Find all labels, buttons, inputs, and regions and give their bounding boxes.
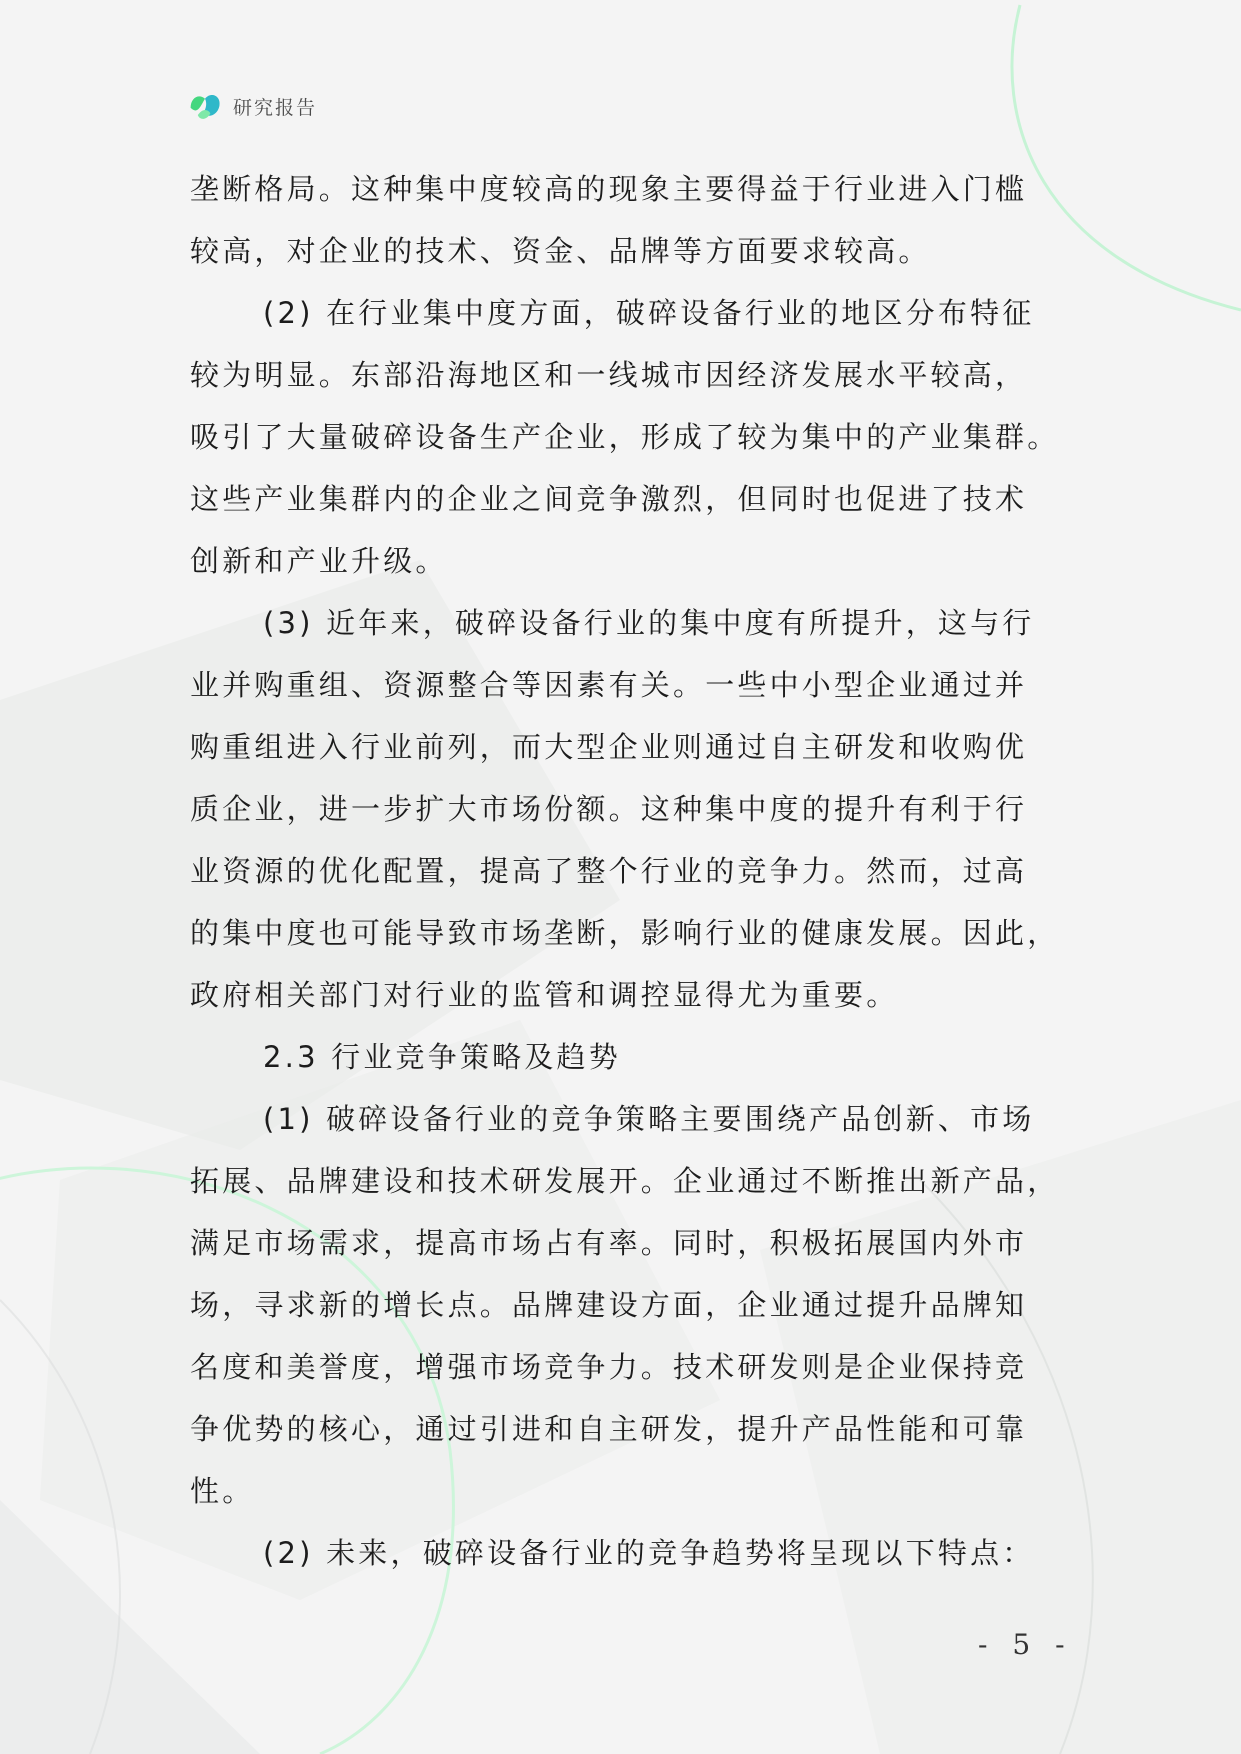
text-line: 的集中度也可能导致市场垄断，影响行业的健康发展。因此， [190,916,1060,950]
text-line: (1) 破碎设备行业的竞争策略主要围绕产品创新、市场 [263,1102,1035,1136]
leaf-logo-icon [187,88,223,124]
text-line: 拓展、品牌建设和技术研发展开。企业通过不断推出新产品， [190,1164,1060,1198]
header-title: 研究报告 [233,96,318,119]
text-line: 业资源的优化配置，提高了整个行业的竞争力。然而，过高 [190,854,1028,888]
text-line: 较为明显。东部沿海地区和一线城市因经济发展水平较高， [190,358,1028,392]
text-line: 2.3 行业竞争策略及趋势 [263,1040,621,1074]
text-line: (3) 近年来，破碎设备行业的集中度有所提升，这与行 [263,606,1035,640]
text-line: 质企业，进一步扩大市场份额。这种集中度的提升有利于行 [190,792,1028,826]
text-line: 场，寻求新的增长点。品牌建设方面，企业通过提升品牌知 [190,1288,1028,1322]
text-line: 较高，对企业的技术、资金、品牌等方面要求较高。 [190,234,931,268]
text-line: 购重组进入行业前列，而大型企业则通过自主研发和收购优 [190,730,1028,764]
document-body [190,158,1060,1584]
text-line: (2) 未来，破碎设备行业的竞争趋势将呈现以下特点： [263,1536,1035,1570]
text-line: 吸引了大量破碎设备生产企业，形成了较为集中的产业集群。 [190,420,1060,454]
page-number: - 5 - [978,1628,1073,1661]
text-line: 创新和产业升级。 [190,544,448,578]
text-line: (2) 在行业集中度方面，破碎设备行业的地区分布特征 [263,296,1035,330]
text-line: 业并购重组、资源整合等因素有关。一些中小型企业通过并 [190,668,1028,702]
report-header [187,88,317,124]
text-line: 垄断格局。这种集中度较高的现象主要得益于行业进入门槛 [190,172,1028,206]
text-line: 政府相关部门对行业的监管和调控显得尤为重要。 [190,978,899,1012]
text-line: 满足市场需求，提高市场占有率。同时，积极拓展国内外市 [190,1226,1028,1260]
text-line: 名度和美誉度，增强市场竞争力。技术研发则是企业保持竞 [190,1350,1028,1384]
text-line: 争优势的核心，通过引进和自主研发，提升产品性能和可靠 [190,1412,1028,1446]
text-line: 性。 [190,1474,255,1508]
text-line: 这些产业集群内的企业之间竞争激烈，但同时也促进了技术 [190,482,1028,516]
